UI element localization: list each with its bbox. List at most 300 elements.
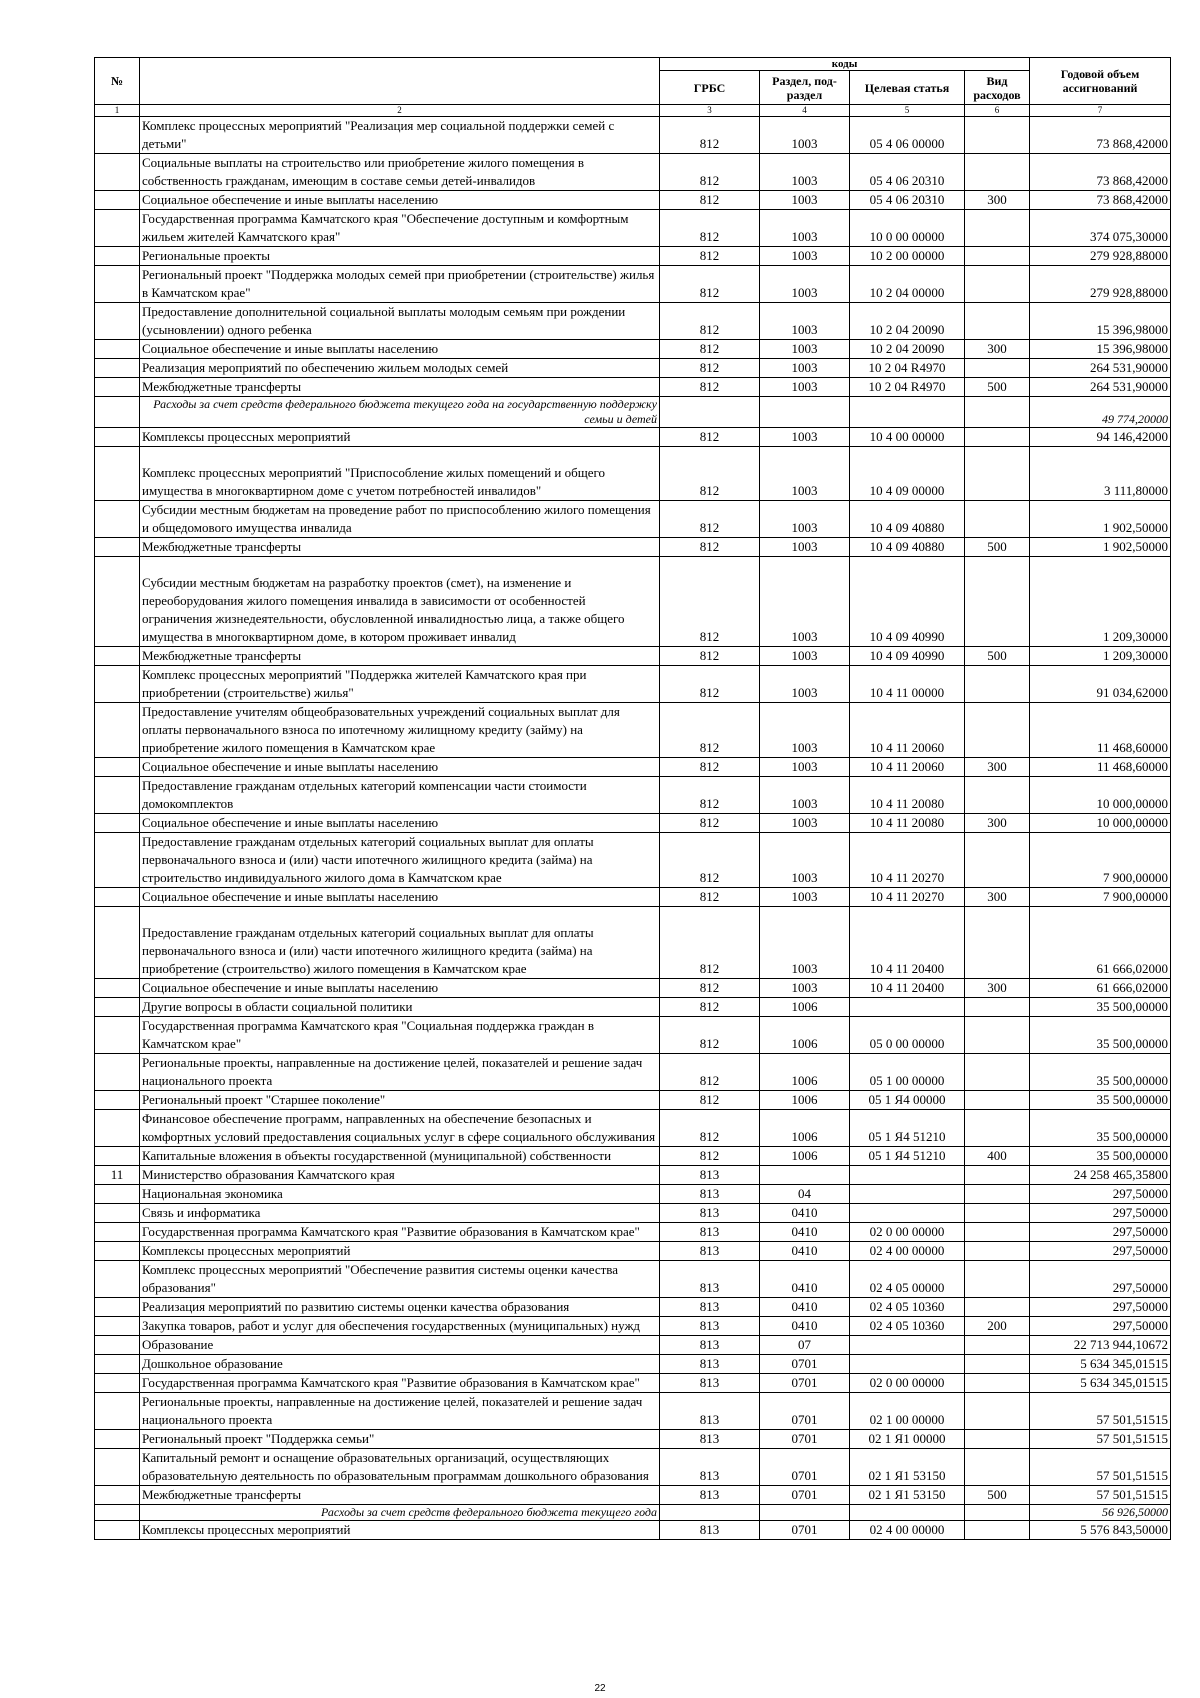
section-code: 1003 [760,378,850,397]
expense-kind: 500 [965,378,1030,397]
row-name: Комплексы процессных мероприятий [140,1242,660,1261]
target-code: 10 4 09 40880 [850,501,965,538]
target-code: 10 2 04 20090 [850,303,965,340]
annual-amount: 3 111,80000 [1030,447,1171,501]
annual-amount: 49 774,20000 [1030,397,1171,428]
expense-kind [965,1166,1030,1185]
row-name: Межбюджетные трансферты [140,647,660,666]
grbs-code: 812 [660,1054,760,1091]
section-code: 1003 [760,814,850,833]
expense-kind [965,303,1030,340]
table-body [95,117,1171,1540]
row-number [95,303,140,340]
table-row [95,1223,1171,1242]
target-code [850,1166,965,1185]
row-number [95,998,140,1017]
annual-amount: 15 396,98000 [1030,340,1171,359]
target-code [850,1336,965,1355]
row-number [95,1317,140,1336]
target-code: 05 1 Я4 00000 [850,1091,965,1110]
row-name: Капитальные вложения в объекты государственной (муниципальной) собственности [140,1147,660,1166]
row-number [95,340,140,359]
section-code: 1003 [760,647,850,666]
annual-amount: 57 501,51515 [1030,1449,1171,1486]
expense-kind [965,1449,1030,1486]
header-no: № [95,58,140,105]
grbs-code: 813 [660,1204,760,1223]
row-name: Предоставление дополнительной социальной выплаты молодым семьям при рождении (усыновлении) одного ребенка [140,303,660,340]
row-number [95,1054,140,1091]
section-code: 0701 [760,1486,850,1505]
section-code: 1003 [760,888,850,907]
grbs-code: 813 [660,1317,760,1336]
section-code [760,1505,850,1521]
target-code: 02 4 05 10360 [850,1317,965,1336]
section-code: 1003 [760,340,850,359]
row-number [95,703,140,758]
table-row [95,1166,1171,1185]
annual-amount: 61 666,02000 [1030,979,1171,998]
grbs-code: 812 [660,191,760,210]
target-code: 10 4 11 20060 [850,758,965,777]
table-row [95,247,1171,266]
expense-kind: 300 [965,814,1030,833]
expense-kind [965,359,1030,378]
row-name: Региональные проекты, направленные на достижение целей, показателей и решение задач национального проекта [140,1393,660,1430]
target-code: 10 4 11 20080 [850,777,965,814]
expense-kind: 400 [965,1147,1030,1166]
grbs-code: 812 [660,1147,760,1166]
row-number [95,1261,140,1298]
expense-kind: 500 [965,647,1030,666]
row-name: Социальное обеспечение и иные выплаты населению [140,758,660,777]
table-row [95,814,1171,833]
table-row [95,1091,1171,1110]
annual-amount: 374 075,30000 [1030,210,1171,247]
row-number [95,266,140,303]
table-row [95,1521,1171,1540]
annual-amount: 297,50000 [1030,1261,1171,1298]
row-number [95,1393,140,1430]
section-code: 0410 [760,1261,850,1298]
row-name: Закупка товаров, работ и услуг для обеспечения государственных (муниципальных) нужд [140,1317,660,1336]
row-number [95,538,140,557]
section-code: 1006 [760,998,850,1017]
row-number [95,447,140,501]
target-code: 10 2 04 00000 [850,266,965,303]
annual-amount: 1 902,50000 [1030,538,1171,557]
column-number: 3 [660,105,760,117]
grbs-code: 813 [660,1486,760,1505]
row-name: Социальное обеспечение и иные выплаты населению [140,340,660,359]
column-number: 1 [95,105,140,117]
table-row [95,1054,1171,1091]
row-name: Расходы за счет средств федерального бюджета текущего года [140,1505,660,1521]
row-number [95,1521,140,1540]
grbs-code: 812 [660,1091,760,1110]
section-code: 1003 [760,303,850,340]
row-number [95,1430,140,1449]
row-number [95,1298,140,1317]
target-code: 10 4 09 00000 [850,447,965,501]
grbs-code: 813 [660,1166,760,1185]
target-code: 02 1 Я1 53150 [850,1486,965,1505]
annual-amount: 7 900,00000 [1030,888,1171,907]
row-number [95,979,140,998]
section-code: 1003 [760,833,850,888]
annual-amount: 57 501,51515 [1030,1393,1171,1430]
row-number [95,1017,140,1054]
target-code: 10 4 11 20270 [850,888,965,907]
expense-kind [965,210,1030,247]
grbs-code: 812 [660,907,760,979]
expense-kind [965,397,1030,428]
annual-amount: 35 500,00000 [1030,1017,1171,1054]
table-row [95,1261,1171,1298]
row-name: Предоставление гражданам отдельных категорий компенсации части стоимости домокомплектов [140,777,660,814]
section-code: 07 [760,1336,850,1355]
expense-kind: 300 [965,888,1030,907]
table-row [95,1505,1171,1521]
table-row [95,1017,1171,1054]
target-code: 02 1 Я1 53150 [850,1449,965,1486]
expense-kind [965,1430,1030,1449]
row-number [95,154,140,191]
grbs-code: 812 [660,428,760,447]
grbs-code: 812 [660,557,760,647]
header-codes: коды [660,58,1030,71]
table-row [95,428,1171,447]
grbs-code: 813 [660,1430,760,1449]
grbs-code: 812 [660,979,760,998]
expense-kind [965,1336,1030,1355]
annual-amount: 1 209,30000 [1030,557,1171,647]
section-code: 1003 [760,210,850,247]
row-number [95,814,140,833]
row-number [95,1110,140,1147]
expense-kind [965,266,1030,303]
grbs-code: 812 [660,703,760,758]
row-name: Предоставление учителям общеобразовательных учреждений социальных выплат для оплаты первоначального взноса по ипотечному жилищному кредиту (займу) на приобретение жилого помещения в Камчатском крае [140,703,660,758]
row-number [95,428,140,447]
target-code: 02 4 05 10360 [850,1298,965,1317]
table-row [95,1374,1171,1393]
target-code: 10 4 11 20400 [850,907,965,979]
target-code: 10 2 04 R4970 [850,378,965,397]
row-name: Социальное обеспечение и иные выплаты населению [140,191,660,210]
row-name: Государственная программа Камчатского края "Обеспечение доступным и комфортным жильем жителей Камчатского края" [140,210,660,247]
annual-amount: 297,50000 [1030,1185,1171,1204]
row-number [95,1486,140,1505]
target-code: 05 1 00 00000 [850,1054,965,1091]
annual-amount: 35 500,00000 [1030,1147,1171,1166]
target-code [850,998,965,1017]
annual-amount: 297,50000 [1030,1242,1171,1261]
table-row [95,154,1171,191]
target-code: 02 0 00 00000 [850,1223,965,1242]
row-number [95,501,140,538]
row-name: Субсидии местным бюджетам на разработку проектов (смет), на изменение и переоборудования жилого помещения инвалида в зависимости от особенностей ограничения жизнедеятельности, обусловленной инвалидностью лица, а также общего имущества в многоквартирном доме, в котором проживает инвалид [140,557,660,647]
section-code: 1003 [760,538,850,557]
section-code: 0701 [760,1430,850,1449]
table-row [95,557,1171,647]
expense-kind [965,666,1030,703]
section-code: 1003 [760,359,850,378]
row-number [95,557,140,647]
grbs-code: 812 [660,666,760,703]
table-row [95,666,1171,703]
expense-kind [965,1223,1030,1242]
header-grbs: ГРБС [660,71,760,105]
table-row [95,210,1171,247]
expense-kind [965,703,1030,758]
row-name: Финансовое обеспечение программ, направленных на обеспечение безопасных и комфортных условий предоставления социальных услуг в сфере социального обслуживания [140,1110,660,1147]
section-code: 1003 [760,247,850,266]
table-row [95,1298,1171,1317]
row-number [95,359,140,378]
table-row [95,1317,1171,1336]
grbs-code: 812 [660,447,760,501]
expense-kind [965,777,1030,814]
row-number [95,1336,140,1355]
expense-kind: 300 [965,191,1030,210]
row-name: Региональные проекты [140,247,660,266]
section-code: 0701 [760,1393,850,1430]
row-name: Комплексы процессных мероприятий [140,428,660,447]
grbs-code: 813 [660,1393,760,1430]
table-row [95,397,1171,428]
target-code: 02 4 05 00000 [850,1261,965,1298]
header-section: Раздел, под-раздел [760,71,850,105]
expense-kind [965,1261,1030,1298]
row-name: Региональные проекты, направленные на достижение целей, показателей и решение задач национального проекта [140,1054,660,1091]
section-code: 1003 [760,154,850,191]
expense-kind: 300 [965,979,1030,998]
grbs-code: 813 [660,1298,760,1317]
grbs-code [660,397,760,428]
grbs-code: 813 [660,1374,760,1393]
annual-amount: 10 000,00000 [1030,777,1171,814]
grbs-code: 813 [660,1261,760,1298]
grbs-code: 812 [660,758,760,777]
section-code: 1003 [760,907,850,979]
table-row [95,378,1171,397]
row-number [95,117,140,154]
row-name: Государственная программа Камчатского края "Развитие образования в Камчатском крае" [140,1374,660,1393]
section-code: 1003 [760,979,850,998]
target-code [850,397,965,428]
annual-amount: 73 868,42000 [1030,191,1171,210]
section-code: 1003 [760,557,850,647]
table-row [95,833,1171,888]
row-name: Межбюджетные трансферты [140,378,660,397]
annual-amount: 264 531,90000 [1030,378,1171,397]
table-row [95,117,1171,154]
annual-amount: 1 209,30000 [1030,647,1171,666]
target-code: 10 4 11 20080 [850,814,965,833]
expense-kind [965,247,1030,266]
grbs-code: 812 [660,501,760,538]
table-row [95,703,1171,758]
table-row [95,1147,1171,1166]
page-number: 22 [594,1683,606,1694]
annual-amount: 57 501,51515 [1030,1430,1171,1449]
column-number: 4 [760,105,850,117]
annual-amount: 35 500,00000 [1030,998,1171,1017]
annual-amount: 264 531,90000 [1030,359,1171,378]
table-row [95,647,1171,666]
section-code: 0701 [760,1521,850,1540]
row-name: Связь и информатика [140,1204,660,1223]
row-number [95,1242,140,1261]
row-name: Социальное обеспечение и иные выплаты населению [140,888,660,907]
row-number [95,777,140,814]
section-code: 0410 [760,1298,850,1317]
table-row [95,979,1171,998]
annual-amount: 11 468,60000 [1030,758,1171,777]
annual-amount: 10 000,00000 [1030,814,1171,833]
target-code: 10 4 11 00000 [850,666,965,703]
annual-amount: 57 501,51515 [1030,1486,1171,1505]
row-name: Комплекс процессных мероприятий "Поддержка жителей Камчатского края при приобретении (строительстве) жилья" [140,666,660,703]
grbs-code: 813 [660,1185,760,1204]
grbs-code [660,1505,760,1521]
header-amount: Годовой объем ассигнований [1030,58,1171,105]
section-code: 1003 [760,666,850,703]
row-number [95,1204,140,1223]
table-row [95,1242,1171,1261]
row-name: Расходы за счет средств федерального бюджета текущего года на государственную поддержку семьи и детей [140,397,660,428]
row-name: Комплексы процессных мероприятий [140,1521,660,1540]
target-code: 05 4 06 20310 [850,191,965,210]
expense-kind [965,1110,1030,1147]
expense-kind [965,447,1030,501]
section-code: 1006 [760,1054,850,1091]
section-code: 1006 [760,1147,850,1166]
annual-amount: 279 928,88000 [1030,247,1171,266]
row-number [95,1449,140,1486]
expense-kind [965,1505,1030,1521]
annual-amount: 61 666,02000 [1030,907,1171,979]
grbs-code: 812 [660,777,760,814]
row-name: Региональный проект "Поддержка семьи" [140,1430,660,1449]
row-number [95,210,140,247]
row-name: Социальные выплаты на строительство или приобретение жилого помещения в собственность гражданам, имеющим в составе семьи детей-инвалидов [140,154,660,191]
annual-amount: 35 500,00000 [1030,1110,1171,1147]
expense-kind [965,1521,1030,1540]
grbs-code: 812 [660,1110,760,1147]
grbs-code: 813 [660,1449,760,1486]
table-row [95,1486,1171,1505]
column-number: 6 [965,105,1030,117]
row-number [95,247,140,266]
row-number [95,1185,140,1204]
table-row [95,998,1171,1017]
grbs-code: 812 [660,210,760,247]
header-target: Целевая статья [850,71,965,105]
table-row [95,888,1171,907]
expense-kind [965,1355,1030,1374]
grbs-code: 812 [660,888,760,907]
table-row [95,538,1171,557]
target-code: 10 2 04 20090 [850,340,965,359]
expense-kind: 500 [965,538,1030,557]
target-code: 10 4 09 40880 [850,538,965,557]
row-name: Региональный проект "Старшее поколение" [140,1091,660,1110]
target-code: 10 2 04 R4970 [850,359,965,378]
row-number [95,666,140,703]
grbs-code: 812 [660,266,760,303]
expense-kind: 300 [965,758,1030,777]
section-code: 0410 [760,1204,850,1223]
grbs-code: 812 [660,154,760,191]
target-code: 05 1 Я4 51210 [850,1147,965,1166]
expense-kind [965,1374,1030,1393]
target-code: 05 4 06 00000 [850,117,965,154]
row-name: Социальное обеспечение и иные выплаты населению [140,814,660,833]
row-name: Национальная экономика [140,1185,660,1204]
target-code: 02 0 00 00000 [850,1374,965,1393]
annual-amount: 73 868,42000 [1030,117,1171,154]
grbs-code: 812 [660,303,760,340]
table-row [95,1336,1171,1355]
row-number [95,397,140,428]
target-code: 02 1 00 00000 [850,1393,965,1430]
row-name: Субсидии местным бюджетам на проведение работ по приспособлению жилого помещения и общедомового имущества инвалида [140,501,660,538]
table-row [95,777,1171,814]
row-name: Региональный проект "Поддержка молодых семей при приобретении (строительстве) жилья в Камчатском крае" [140,266,660,303]
grbs-code: 812 [660,117,760,154]
expense-kind: 300 [965,340,1030,359]
expense-kind [965,557,1030,647]
section-code: 1006 [760,1091,850,1110]
annual-amount: 91 034,62000 [1030,666,1171,703]
annual-amount: 15 396,98000 [1030,303,1171,340]
row-number [95,888,140,907]
row-number [95,378,140,397]
section-code: 1006 [760,1110,850,1147]
expense-kind [965,833,1030,888]
target-code: 10 4 11 20400 [850,979,965,998]
grbs-code: 813 [660,1336,760,1355]
row-number [95,1355,140,1374]
section-code: 1003 [760,191,850,210]
table-row [95,1449,1171,1486]
grbs-code: 813 [660,1355,760,1374]
expense-kind [965,1393,1030,1430]
row-name: Комплекс процессных мероприятий "Обеспечение развития системы оценки качества образования" [140,1261,660,1298]
target-code: 10 2 00 00000 [850,247,965,266]
header-kind: Вид расходов [965,71,1030,105]
target-code: 10 4 11 20270 [850,833,965,888]
expense-kind [965,1017,1030,1054]
table-row [95,191,1171,210]
row-name: Реализация мероприятий по развитию системы оценки качества образования [140,1298,660,1317]
column-number: 7 [1030,105,1171,117]
target-code: 02 4 00 00000 [850,1521,965,1540]
expense-kind [965,117,1030,154]
row-number: 11 [95,1166,140,1185]
annual-amount: 22 713 944,10672 [1030,1336,1171,1355]
expense-kind [965,154,1030,191]
annual-amount: 11 468,60000 [1030,703,1171,758]
expense-kind [965,1091,1030,1110]
grbs-code: 812 [660,1017,760,1054]
annual-amount: 297,50000 [1030,1298,1171,1317]
section-code: 1003 [760,777,850,814]
target-code: 05 0 00 00000 [850,1017,965,1054]
grbs-code: 813 [660,1223,760,1242]
